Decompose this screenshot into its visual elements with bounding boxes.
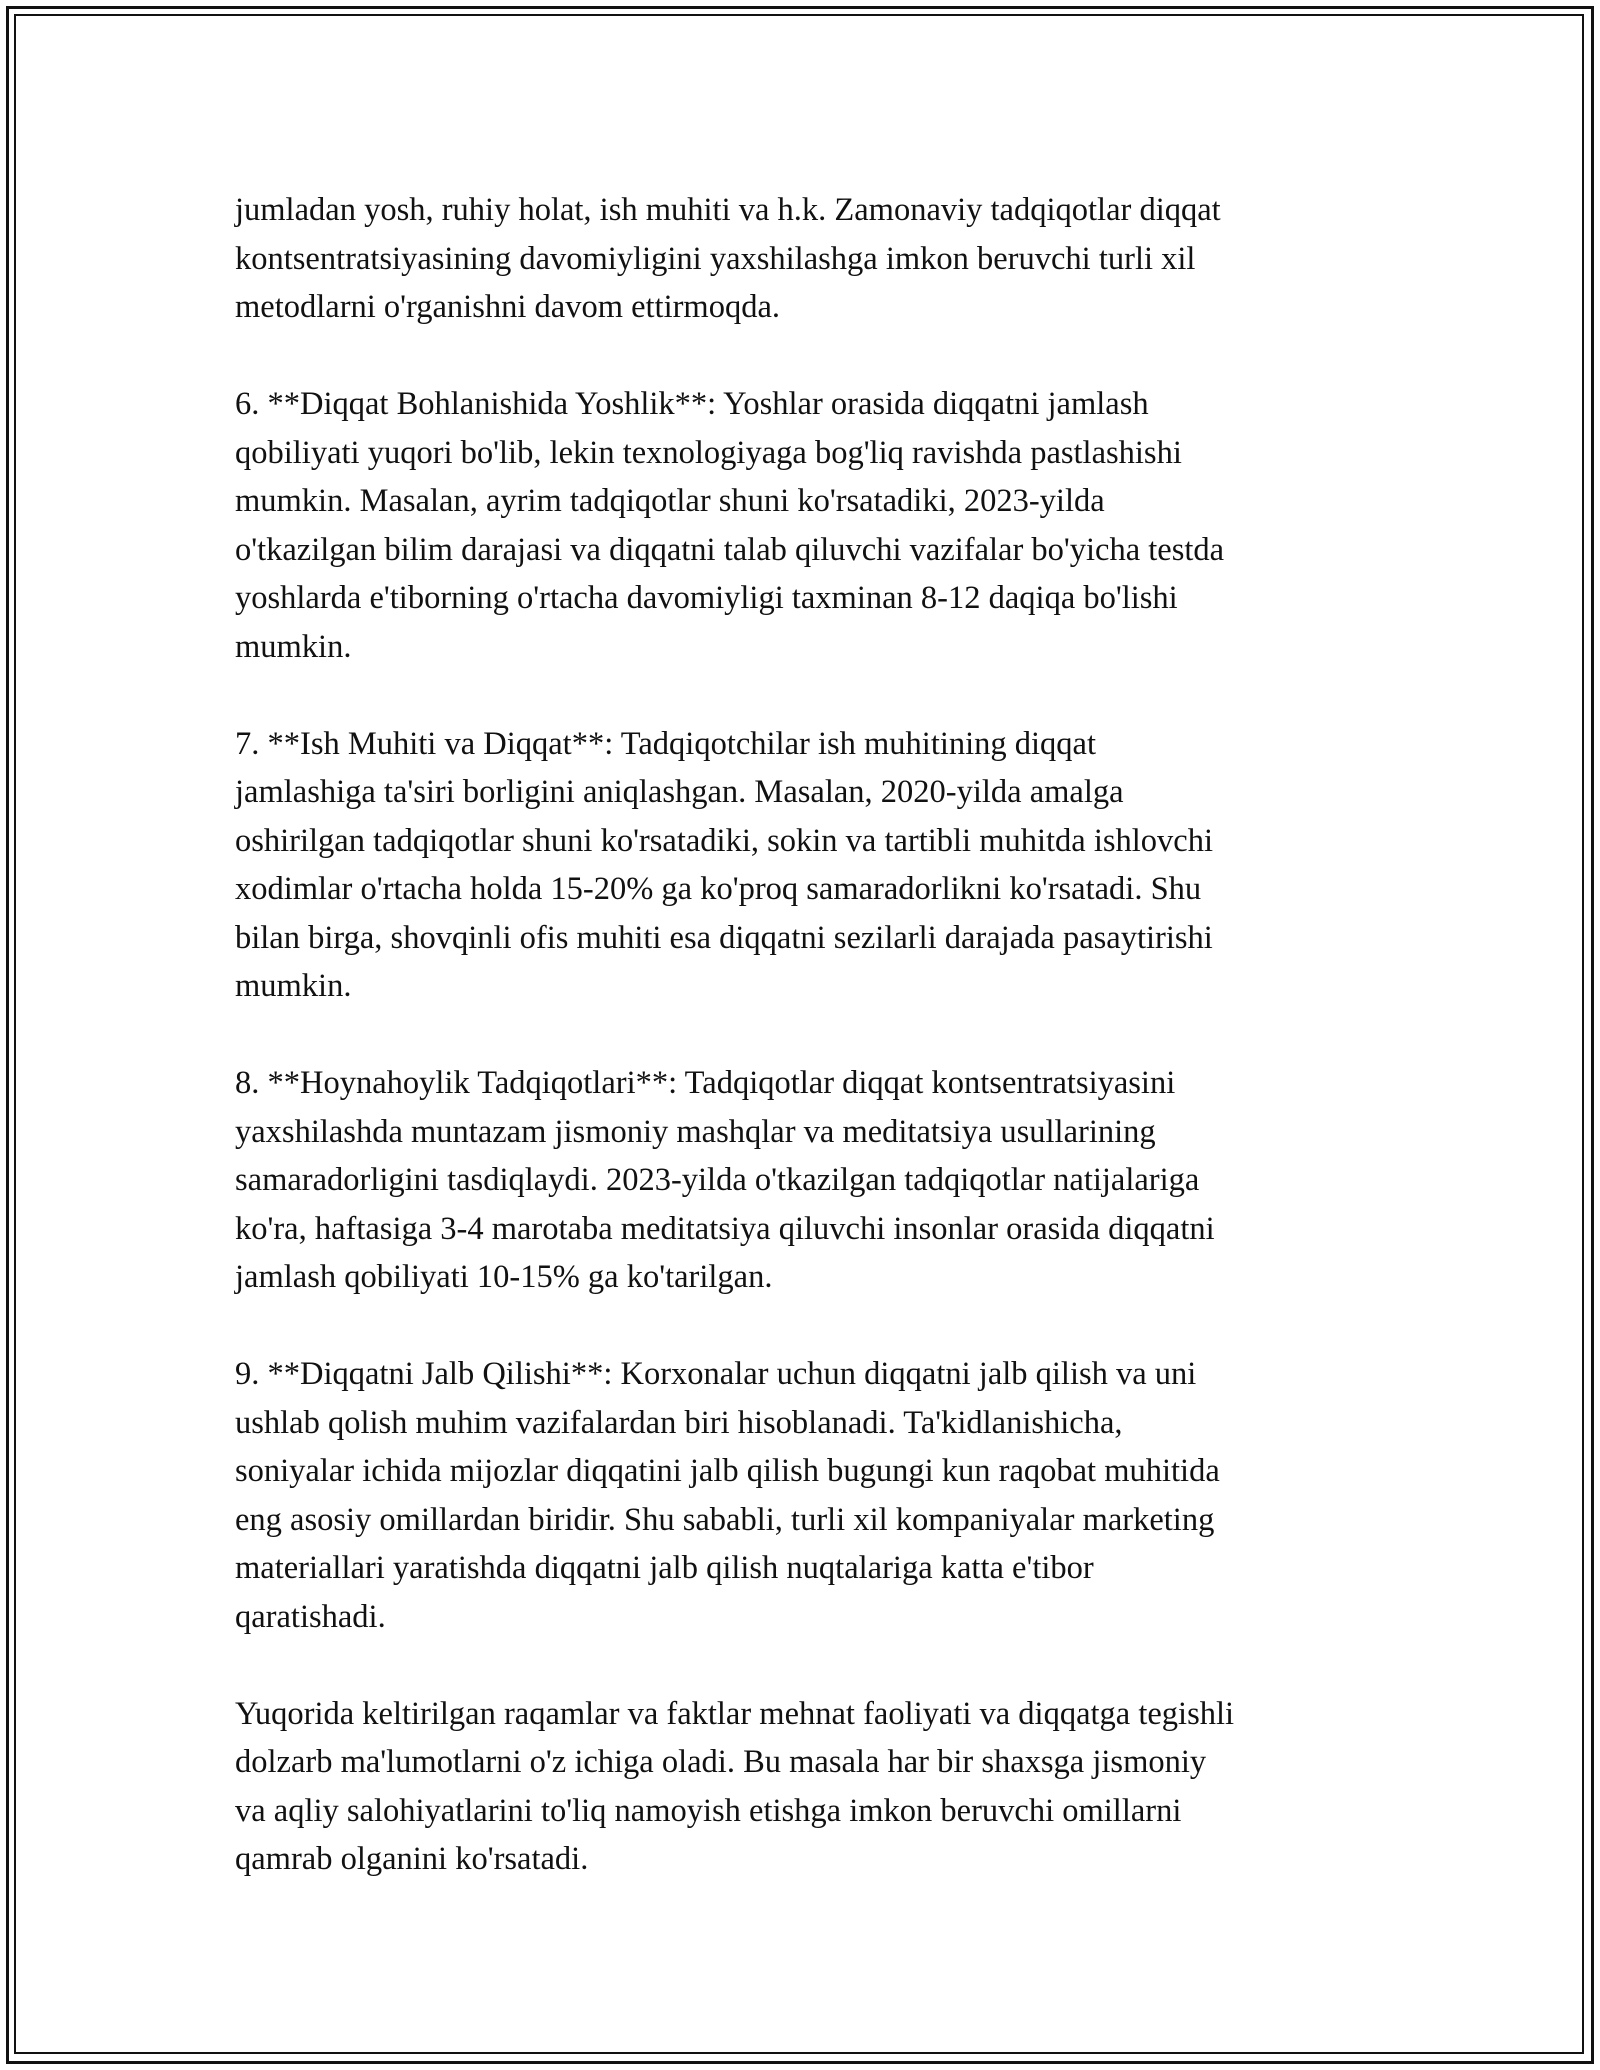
text-line: materiallari yaratishda diqqatni jalb qilish nuqtalariga katta e'tibor [235, 1550, 1094, 1586]
paragraph-item-7 [235, 720, 1385, 1011]
text-line: mumkin. [235, 628, 352, 665]
text-line: dolzarb ma'lumotlarni o'z ichiga oladi. Bu masala har bir shaxsga jismoniy [235, 1744, 1207, 1780]
text-line: ko'ra, haftasiga 3-4 marotaba meditatsiya qiluvchi insonlar orasida diqqatni [235, 1210, 1215, 1247]
paragraph-conclusion [235, 1690, 1385, 1884]
text-line: o'tkazilgan bilim darajasi va diqqatni talab qiluvchi vazifalar bo'yicha testda [235, 531, 1225, 568]
text-line: mumkin. [235, 968, 352, 1004]
text-line: ushlab qolish muhim vazifalardan biri hisoblanadi. Ta'kidlanishicha, [235, 1404, 1123, 1441]
text-line: bilan birga, shovqinli ofis muhiti esa diqqatni sezilarli darajada pasaytirishi [235, 919, 1213, 956]
text-line: metodlarni o'rganishni davom ettirmoqda. [235, 289, 781, 325]
text-line: qamrab olganini ko'rsatadi. [235, 1841, 589, 1877]
text-line: va aqliy salohiyatlarini to'liq namoyish etishga imkon beruvchi omillarni [235, 1792, 1182, 1829]
text-line: soniyalar ichida mijozlar diqqatini jalb qilish bugungi kun raqobat muhitida [235, 1453, 1220, 1489]
text-line: qobiliyati yuqori bo'lib, lekin texnologiyaga bog'liq ravishda pastlashishi [235, 434, 1182, 471]
text-line: yaxshilashda muntazam jismoniy mashqlar va meditatsiya usullarining [235, 1113, 1156, 1150]
paragraph-item-6 [235, 380, 1385, 671]
text-line: oshirilgan tadqiqotlar shuni ko'rsatadiki, sokin va tartibli muhitda ishlovchi [235, 822, 1214, 859]
document-body [235, 186, 1385, 1932]
text-line: eng asosiy omillardan biridir. Shu sababli, turli xil kompaniyalar marketing [235, 1501, 1215, 1538]
text-line: 9. **Diqqatni Jalb Qilishi**: Korxonalar uchun diqqatni jalb qilish va uni [235, 1356, 1197, 1392]
paragraph-item-9 [235, 1350, 1385, 1641]
text-line: jumladan yosh, ruhiy holat, ish muhiti va h.k. Zamonaviy tadqiqotlar diqqat [235, 192, 1221, 228]
text-line: xodimlar o'rtacha holda 15-20% ga ko'proq samaradorlikni ko'rsatadi. Shu [235, 871, 1202, 907]
text-line: samaradorligini tasdiqlaydi. 2023-yilda o'tkazilgan tadqiqotlar natijalariga [235, 1162, 1200, 1198]
text-line: jamlash qobiliyati 10-15% ga ko'tarilgan. [235, 1259, 773, 1295]
text-line: jamlashiga ta'siri borligini aniqlashgan. Masalan, 2020-yilda amalga [235, 774, 1124, 810]
text-line: yoshlarda e'tiborning o'rtacha davomiyligi taxminan 8-12 daqiqa bo'lishi [235, 580, 1178, 616]
paragraph-item-8 [235, 1059, 1385, 1302]
text-line: 6. **Diqqat Bohlanishida Yoshlik**: Yoshlar orasida diqqatni jamlash [235, 386, 1149, 422]
text-line: Yuqorida keltirilgan raqamlar va faktlar mehnat faoliyati va diqqatga tegishli [235, 1695, 1235, 1732]
text-line: 8. **Hoynahoylik Tadqiqotlari**: Tadqiqotlar diqqat kontsentratsiyasini [235, 1065, 1176, 1101]
text-line: kontsentratsiyasining davomiyligini yaxshilashga imkon beruvchi turli xil [235, 240, 1196, 277]
paragraph-intro-continuation [235, 186, 1385, 332]
text-line: mumkin. Masalan, ayrim tadqiqotlar shuni ko'rsatadiki, 2023-yilda [235, 483, 1105, 519]
text-line: 7. **Ish Muhiti va Diqqat**: Tadqiqotchilar ish muhitining diqqat [235, 725, 1097, 762]
text-line: qaratishadi. [235, 1598, 386, 1635]
